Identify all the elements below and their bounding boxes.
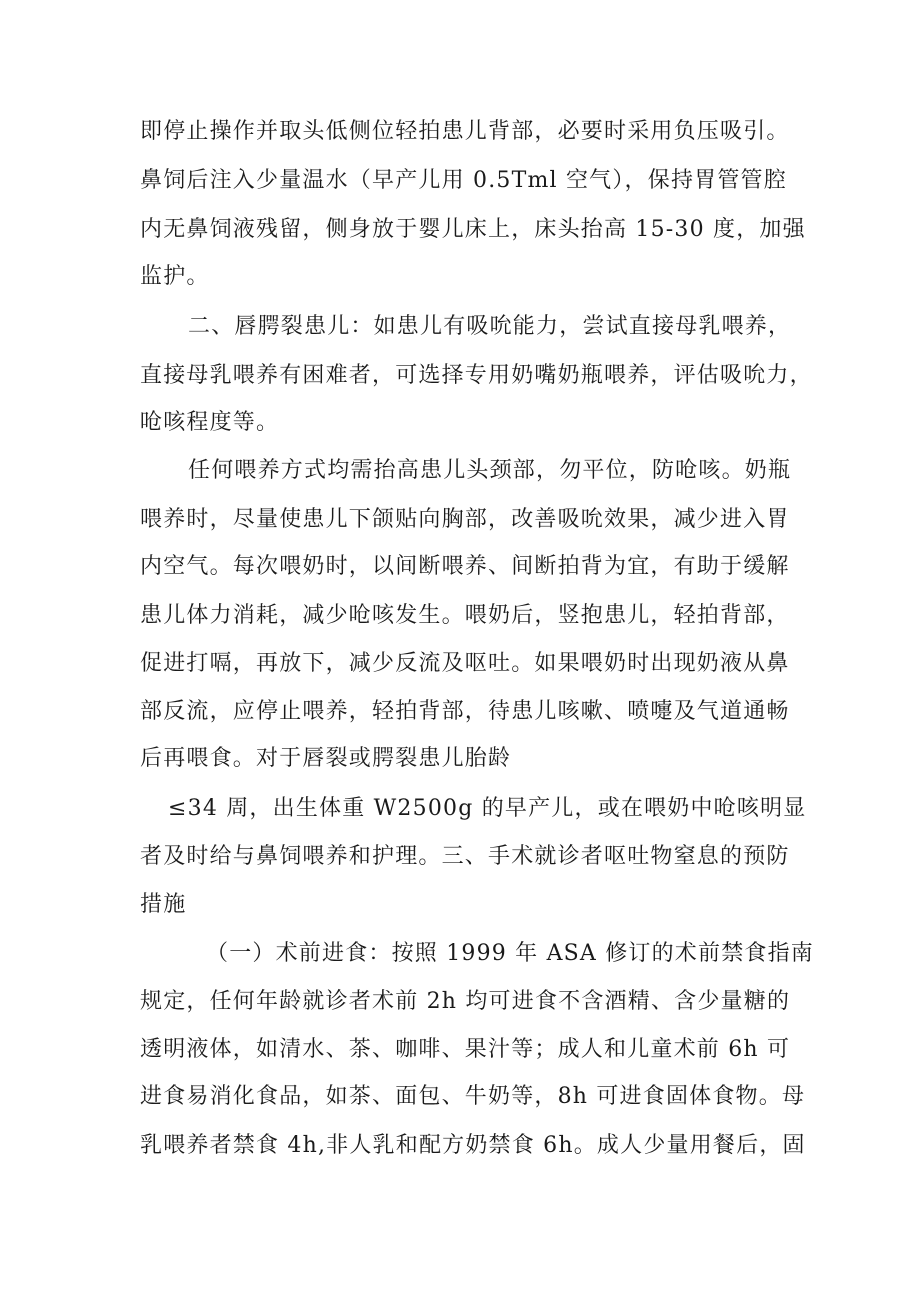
text-line: 进食易消化食品，如茶、面包、牛奶等，8h 可进食固体食物。母 [140,1084,806,1109]
text-line: 措施 [140,892,187,917]
text-line: 直接母乳喂养有困难者，可选择专用奶嘴奶瓶喂养，评估吸吮力， [140,363,813,388]
text-line: 规定，任何年龄就诊者术前 2h 均可进食不含酒精、含少量糖的 [140,989,791,1014]
text-line: 部反流，应停止喂养，轻拍背部，待患儿咳嗽、喷嚏及气道通畅 [140,699,790,724]
text-line: 任何喂养方式均需抬高患儿头颈部，勿平位，防呛咳。奶瓶 [188,458,792,483]
text-line: 内无鼻饲液残留，侧身放于婴儿床上，床头抬高 15-30 度，加强 [140,217,806,242]
text-line: 者及时给与鼻饲喂养和护理。三、手术就诊者呕吐物窒息的预防 [140,844,790,869]
paragraph-heading-line: 二、唇腭裂患儿：如患儿有吸吮能力，尝试直接母乳喂养， [188,314,792,339]
text-line: 内空气。每次喂奶时，以间断喂养、间断拍背为宜，有助于缓解 [140,554,790,579]
text-line: 透明液体，如清水、茶、咖啡、果汁等；成人和儿童术前 6h 可 [140,1037,791,1062]
text-line: 喂养时，尽量使患儿下颌贴向胸部，改善吸吮效果，减少进入胃 [140,507,790,532]
paragraph-heading-line: （一）术前进食：按照 1999 年 ASA 修订的术前禁食指南 [206,941,815,966]
text-line: 呛咳程度等。 [140,410,280,435]
text-line: ≤34 周，出生体重 W2500g 的早产儿，或在喂奶中呛咳明显 [168,796,807,821]
text-line: 患儿体力消耗，减少呛咳发生。喂奶后，竖抱患儿，轻拍背部， [140,603,790,628]
text-line: 乳喂养者禁食 4h,非人乳和配方奶禁食 6h。成人少量用餐后，固 [140,1133,806,1158]
text-line: 促进打嗝，再放下，减少反流及呕吐。如果喂奶时出现奶液从鼻 [140,651,790,676]
text-line: 鼻饲后注入少量温水（早产儿用 0.5Tml 空气），保持胃管管腔 [140,168,787,193]
text-line: 即停止操作并取头低侧位轻拍患儿背部，必要时采用负压吸引。 [140,119,790,144]
text-line: 监护。 [140,264,210,289]
text-line: 后再喂食。对于唇裂或腭裂患儿胎龄 [140,746,512,771]
